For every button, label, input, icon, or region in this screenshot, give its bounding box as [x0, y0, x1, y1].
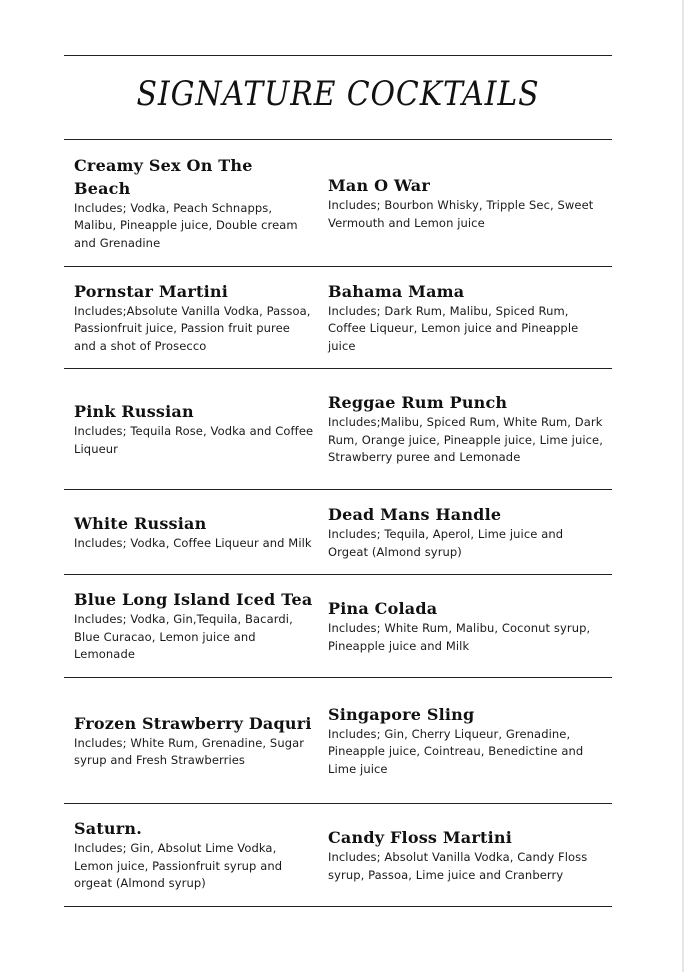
cocktail-ingredients: Includes; Dark Rum, Malibu, Spiced Rum, Coffee Liqueur, Lemon juice and Pineapple juice [328, 303, 579, 353]
cocktail-name: Pina Colada [328, 599, 438, 618]
cocktail-row [64, 575, 612, 677]
cocktail-item [74, 575, 314, 677]
page-title: SIGNATURE COCKTAILS [136, 74, 540, 114]
cocktail-name: Man O War [328, 176, 430, 195]
cocktail-name: Creamy Sex On The Beach [74, 155, 253, 198]
cocktail-name: Pornstar Martini [74, 281, 228, 301]
cocktail-item [328, 369, 604, 489]
cocktail-ingredients: Includes; White Rum, Malibu, Coconut syrup, Pineapple juice and Milk [328, 621, 591, 653]
cocktail-item [74, 369, 314, 489]
cocktail-item [74, 267, 314, 368]
cocktail-item [328, 678, 604, 803]
cocktail-ingredients: Includes;Malibu, Spiced Rum, White Rum, Dark Rum, Orange juice, Pineapple juice, Lime juice, Strawberry puree and Lemonade [328, 415, 603, 465]
cocktail-item [328, 575, 604, 677]
cocktail-item [328, 804, 604, 906]
cocktail-ingredients: Includes; Tequila, Aperol, Lime juice and Orgeat (Almond syrup) [328, 527, 564, 559]
divider [64, 906, 612, 907]
cocktail-ingredients: Includes; Bourbon Whisky, Tripple Sec, Sweet Vermouth and Lemon juice [328, 198, 594, 230]
cocktail-name: Blue Long Island Iced Tea [74, 590, 313, 610]
cocktail-item [74, 490, 314, 574]
cocktail-row [64, 140, 612, 266]
cocktail-name: Frozen Strawberry Daquri [74, 713, 312, 733]
cocktail-item [74, 804, 314, 906]
cocktail-item [328, 140, 604, 266]
cocktail-ingredients: Includes;Absolute Vanilla Vodka, Passoa, Passionfruit juice, Passion fruit puree and a shot of Prosecco [74, 303, 311, 353]
cocktail-name: Saturn. [74, 819, 142, 839]
cocktail-name: White Russian [74, 513, 207, 533]
cocktail-item [74, 678, 314, 803]
cocktail-item [74, 140, 314, 266]
cocktail-ingredients: Includes; Vodka, Peach Schnapps, Malibu, Pineapple juice, Double cream and Grenadine [74, 200, 298, 250]
cocktail-ingredients: Includes; Tequila Rose, Vodka and Coffee Liqueur [74, 424, 314, 456]
divider [64, 55, 612, 56]
cocktail-row [64, 267, 612, 368]
cocktail-row [64, 369, 612, 489]
cocktail-ingredients: Includes; Gin, Cherry Liqueur, Grenadine, Pineapple juice, Cointreau, Benedictine and Lime juice [328, 726, 584, 776]
cocktail-item [328, 267, 604, 368]
cocktail-row [64, 678, 612, 803]
cocktail-name: Candy Floss Martini [328, 828, 512, 847]
cocktail-name: Bahama Mama [328, 281, 465, 301]
cocktail-name: Dead Mans Handle [328, 505, 502, 524]
cocktail-row [64, 490, 612, 574]
cocktail-ingredients: Includes; Vodka, Coffee Liqueur and Milk [74, 535, 312, 550]
cocktail-ingredients: Includes; Vodka, Gin,Tequila, Bacardi, Blue Curacao, Lemon juice and Lemonade [74, 612, 293, 662]
cocktail-ingredients: Includes; Absolut Vanilla Vodka, Candy Floss syrup, Passoa, Lime juice and Cranberry [328, 850, 588, 882]
cocktail-name: Singapore Sling [328, 704, 475, 724]
cocktail-ingredients: Includes; Gin, Absolut Lime Vodka, Lemon juice, Passionfruit syrup and orgeat (Almond syrup) [74, 841, 283, 891]
cocktail-name: Reggae Rum Punch [328, 393, 508, 413]
cocktail-row [64, 804, 612, 906]
cocktail-ingredients: Includes; White Rum, Grenadine, Sugar syrup and Fresh Strawberries [74, 735, 305, 767]
cocktail-name: Pink Russian [74, 402, 194, 421]
cocktail-item [328, 490, 604, 574]
